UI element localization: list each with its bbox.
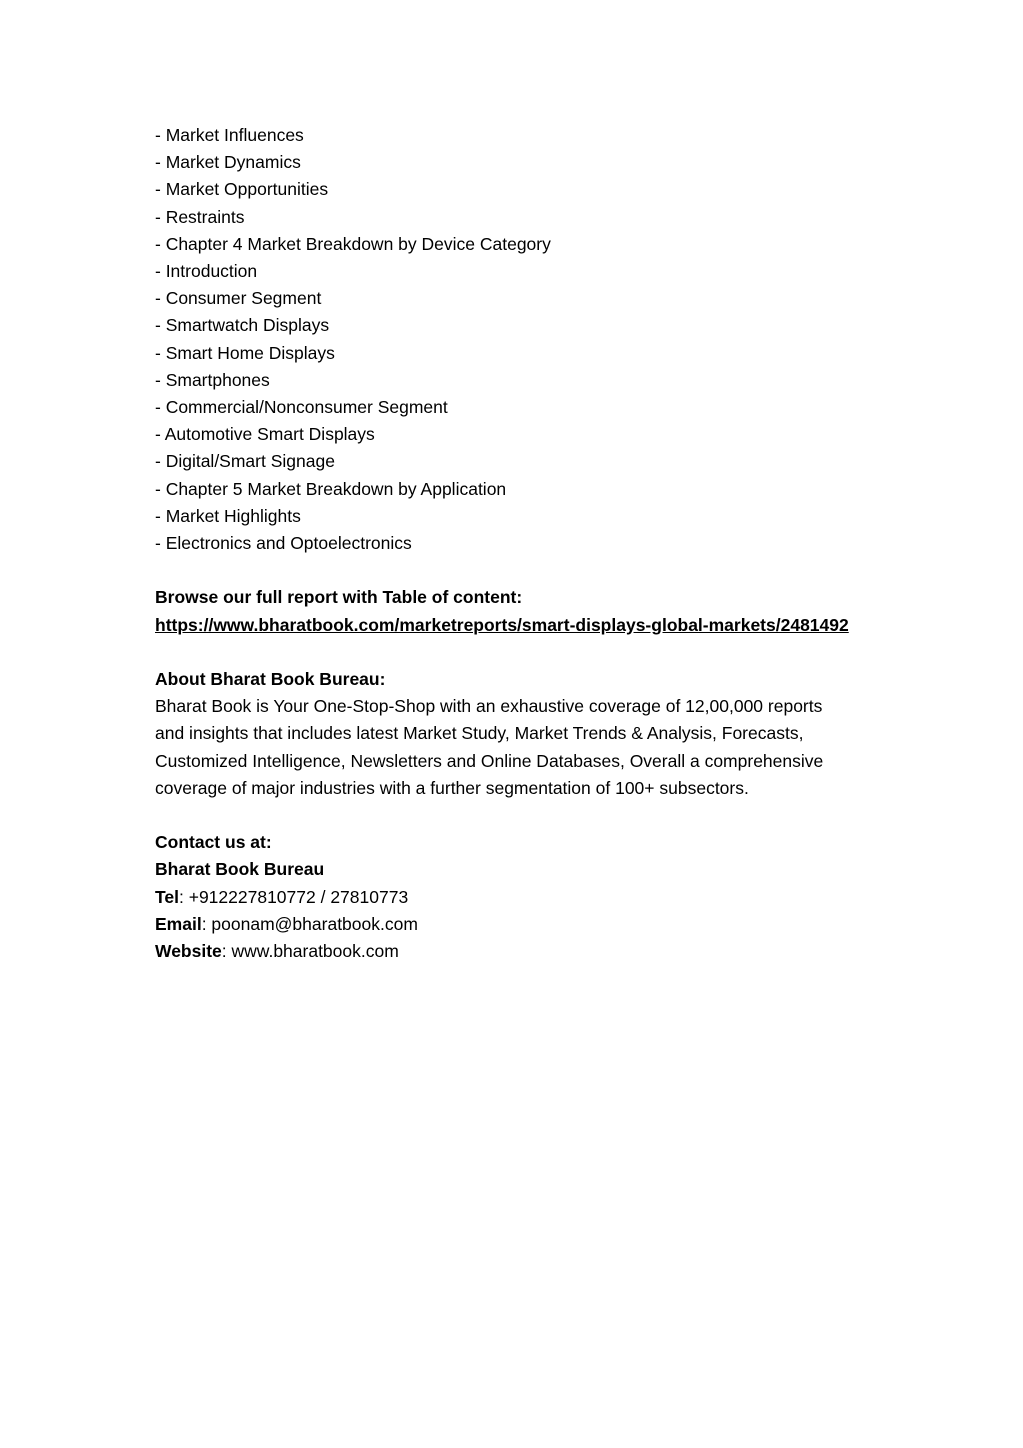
toc-item: - Market Dynamics [155, 152, 301, 173]
email-line [155, 911, 875, 938]
toc-list [155, 122, 875, 557]
toc-item: - Chapter 4 Market Breakdown by Device Category [155, 233, 551, 254]
website-value: : www.bharatbook.com [221, 941, 399, 962]
toc-item: - Automotive Smart Displays [155, 424, 375, 445]
about-section [155, 666, 875, 802]
toc-item: - Consumer Segment [155, 288, 322, 309]
tel-label: Tel [155, 886, 179, 907]
toc-item: - Digital/Smart Signage [155, 451, 335, 472]
contact-section [155, 829, 875, 965]
spacer [155, 557, 875, 584]
toc-item: - Smartphones [155, 369, 270, 390]
document-page [155, 122, 875, 965]
email-value: : poonam@bharatbook.com [201, 913, 418, 934]
email-label: Email [155, 913, 202, 934]
toc-item: - Smart Home Displays [155, 342, 335, 363]
company-name: Bharat Book Bureau [155, 859, 325, 880]
spacer [155, 639, 875, 666]
browse-section [155, 584, 875, 638]
spacer [155, 802, 875, 829]
website-line [155, 938, 875, 965]
tel-line [155, 884, 875, 911]
website-label: Website [155, 941, 222, 962]
toc-item: - Restraints [155, 206, 245, 227]
report-link[interactable]: https://www.bharatbook.com/marketreports/smart-displays-global-markets/2481492 [155, 614, 849, 635]
toc-item: - Electronics and Optoelectronics [155, 533, 412, 554]
about-heading: About Bharat Book Bureau: [155, 669, 386, 690]
toc-item: - Chapter 5 Market Breakdown by Application [155, 478, 507, 499]
toc-item: - Market Opportunities [155, 179, 329, 200]
tel-value: : +912227810772 / 27810773 [179, 886, 409, 907]
toc-item: - Market Highlights [155, 505, 301, 526]
toc-item: - Market Influences [155, 125, 304, 145]
about-text: Bharat Book is Your One-Stop-Shop with an exhaustive coverage of 12,00,000 reports and insights that includes latest Market Study, Market Trends & Analysis, Forecasts, Customized Intelligence, Newsletters and Online Databases, Overall a comprehensive coverage of major industries with a further segmentation of 100+ subsectors. [155, 696, 824, 798]
contact-heading: Contact us at: [155, 832, 272, 853]
toc-item: - Smartwatch Displays [155, 315, 330, 336]
toc-item: - Introduction [155, 261, 258, 282]
browse-heading: Browse our full report with Table of content: [155, 587, 523, 608]
toc-item: - Commercial/Nonconsumer Segment [155, 397, 448, 418]
